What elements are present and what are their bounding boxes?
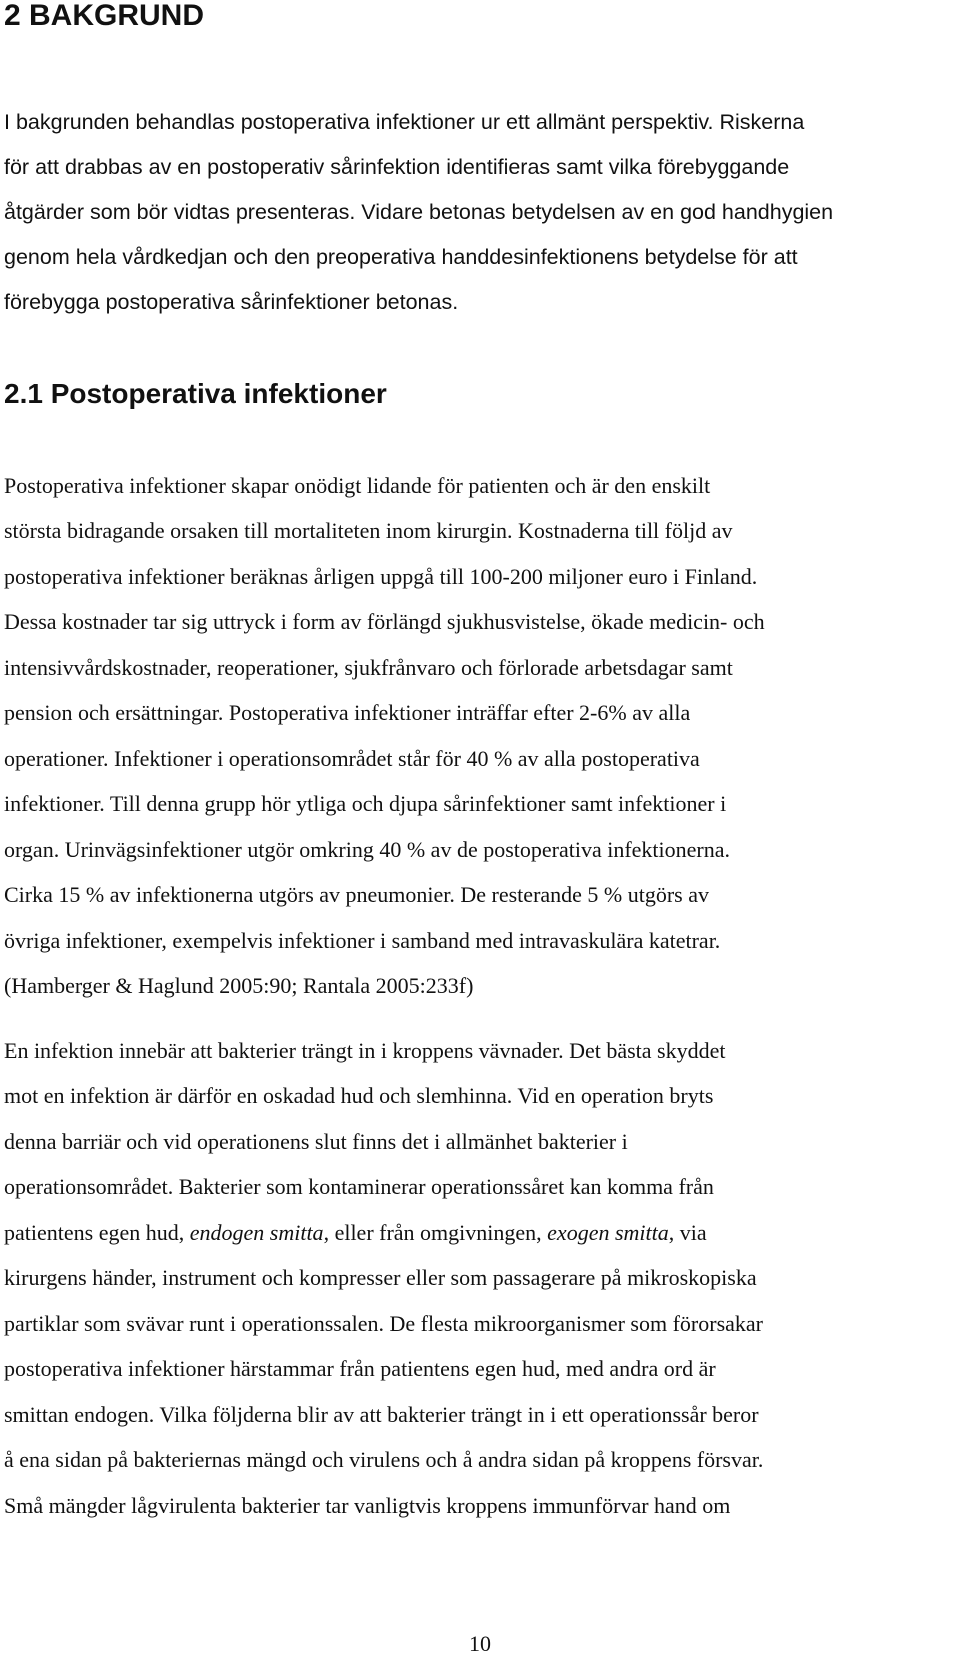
text-run: , via: [668, 1220, 707, 1245]
intro-line: för att drabbas av en postoperativ sårinfektion identifieras samt vilka förebyggande: [4, 155, 790, 179]
paragraph-line: pension och ersättningar. Postoperativa infektioner inträffar efter 2-6% av alla: [4, 700, 691, 725]
paragraph-line: mot en infektion är därför en oskadad hud och slemhinna. Vid en operation bryts: [4, 1083, 714, 1108]
paragraph-line: största bidragande orsaken till mortaliteten inom kirurgin. Kostnaderna till följd av: [4, 518, 733, 543]
paragraph-line: Dessa kostnader tar sig uttryck i form av förlängd sjukhusvistelse, ökade medicin- och: [4, 609, 765, 634]
emphasis-exogen: exogen smitta: [547, 1220, 669, 1245]
paragraph-line: denna barriär och vid operationens slut finns det i allmänhet bakterier i: [4, 1129, 628, 1154]
paragraph-line: Små mängder lågvirulenta bakterier tar vanligtvis kroppens immunförvar hand om: [4, 1493, 731, 1518]
citation-line: (Hamberger & Haglund 2005:90; Rantala 2005:233f): [4, 973, 474, 998]
paragraph-line: intensivvårdskostnader, reoperationer, sjukfrånvaro och förlorade arbetsdagar samt: [4, 655, 733, 680]
paragraph-line-with-emphasis: [4, 1219, 707, 1247]
paragraph-line: smittan endogen. Vilka följderna blir av att bakterier trängt in i ett operationssår beror: [4, 1402, 759, 1427]
intro-line: genom hela vårdkedjan och den preoperativa handdesinfektionens betydelse för att: [4, 245, 798, 269]
paragraph-line: infektioner. Till denna grupp hör ytliga och djupa sårinfektioner samt infektioner i: [4, 791, 727, 816]
paragraph-line: kirurgens händer, instrument och kompresser eller som passagerare på mikroskopiska: [4, 1265, 757, 1290]
text-run: , eller från omgivningen,: [323, 1220, 548, 1245]
emphasis-endogen: endogen smitta: [189, 1220, 324, 1245]
paragraph-line: partiklar som svävar runt i operationssalen. De flesta mikroorganismer som förorsakar: [4, 1311, 763, 1336]
paragraph-line: organ. Urinvägsinfektioner utgör omkring 40 % av de postoperativa infektionerna.: [4, 837, 731, 862]
paragraph-line: Cirka 15 % av infektionerna utgörs av pneumonier. De resterande 5 % utgörs av: [4, 882, 710, 907]
paragraph-line: operationsområdet. Bakterier som kontaminerar operationssåret kan komma från: [4, 1174, 714, 1199]
subsection-heading: 2.1 Postoperativa infektioner: [4, 378, 387, 409]
paragraph-line: postoperativa infektioner beräknas årligen uppgå till 100-200 miljoner euro i Finland.: [4, 564, 758, 589]
paragraph-line: Postoperativa infektioner skapar onödigt lidande för patienten och är den enskilt: [4, 473, 711, 498]
section-heading: 2 BAKGRUND: [4, 0, 205, 32]
paragraph-line: operationer. Infektioner i operationsområdet står för 40 % av alla postoperativa: [4, 746, 700, 771]
paragraph-line: å ena sidan på bakteriernas mängd och virulens och å andra sidan på kroppens försvar.: [4, 1447, 764, 1472]
intro-line: åtgärder som bör vidtas presenteras. Vidare betonas betydelsen av en god handhygien: [4, 200, 834, 224]
intro-line: förebygga postoperativa sårinfektioner betonas.: [4, 290, 459, 314]
paragraph-line: övriga infektioner, exempelvis infektioner i samband med intravaskulära katetrar.: [4, 928, 721, 953]
paragraph-line: postoperativa infektioner härstammar från patientens egen hud, med andra ord är: [4, 1356, 716, 1381]
page-number: 10: [469, 1631, 491, 1656]
intro-line: I bakgrunden behandlas postoperativa infektioner ur ett allmänt perspektiv. Riskerna: [4, 110, 805, 134]
paragraph-line: En infektion innebär att bakterier trängt in i kroppens vävnader. Det bästa skyddet: [4, 1038, 726, 1063]
text-run: patientens egen hud,: [4, 1220, 190, 1245]
